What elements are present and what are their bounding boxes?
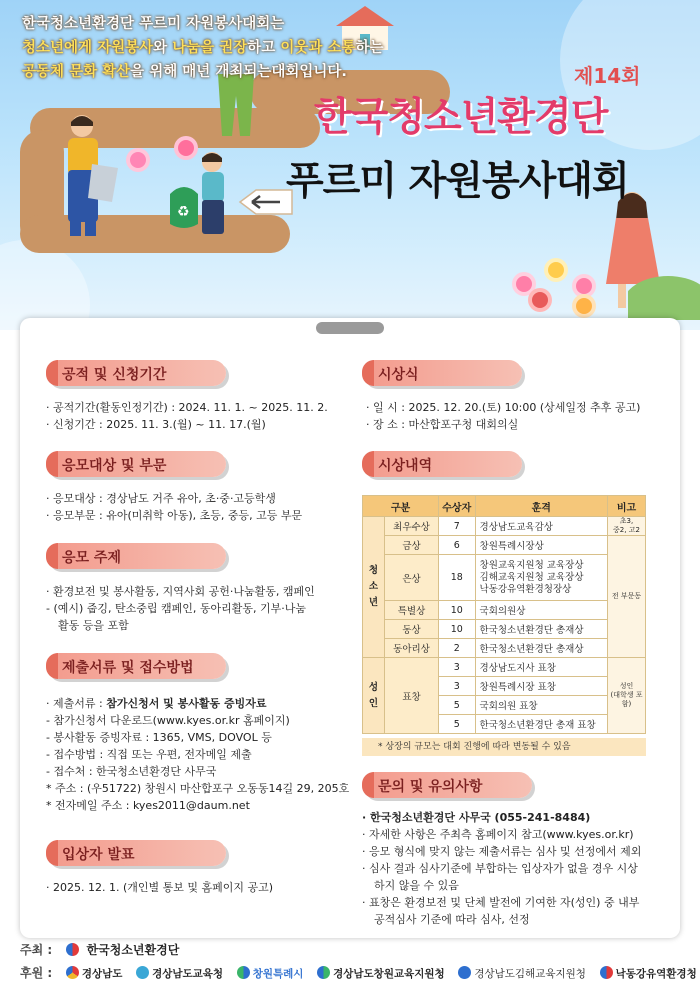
column-header: 비고 [608,496,646,517]
section-heading-text: 시상식 [378,367,419,383]
documents-line: * 주소 : (우51722) 창원시 마산합포구 오동동14길 29, 205호 [46,782,350,795]
contact-text [362,809,641,928]
contact-line: · 표창은 환경보전 및 단체 발전에 기여한 자(성인) 중 내부 [362,896,640,909]
intro-text-segment: 하는 [355,40,384,56]
period-line: · 신청기간 : 2025. 11. 3.(월) ~ 11. 17.(월) [46,418,266,431]
table-row [363,639,646,658]
section-heading-text: 응모대상 및 부문 [62,458,167,474]
intro-highlight: 자원봉사 [97,40,154,56]
host-line [20,941,179,958]
theme-line: · 환경보전 및 봉사활동, 지역사회 공헌·나눔활동, 캠페인 [46,585,315,598]
table-header-row [363,496,646,517]
contact-line: · 응모 형식에 맞지 않는 제출서류는 심사 및 선정에서 제외 [362,845,642,858]
sponsor-name: 창원특례시 [252,968,304,980]
table-row [363,517,646,536]
intro-line-3 [22,60,462,84]
award-cell: 동아리상 [385,639,439,658]
honor-cell: 국회의원 표창 [475,696,607,715]
sponsor-name: 경상남도교육청 [152,968,224,980]
flower-icon [576,298,592,314]
intro-line-1: 한국청소년환경단 푸르미 자원봉사대회는 [22,16,285,32]
honor-cell: 국회의원상 [475,601,607,620]
count-cell: 6 [439,536,476,555]
section-heading-text: 문의 및 유의사항 [378,779,483,795]
table-row [363,555,646,601]
sky-bubble [0,240,90,330]
count-cell: 18 [439,555,476,601]
main-title: 한국청소년환경단 [314,95,608,140]
honor-cell: 경상남도교육감상 [475,517,607,536]
category-cell: 성 인 [363,658,385,734]
period-line: · 공적기간(활동인정기간) : 2024. 11. 1. ~ 2025. 11. 2. [46,401,328,414]
sponsor-logo-icon [136,966,149,979]
honor-cell: 창원특례시장상 [475,536,607,555]
theme-line: - (예시) 줍깅, 탄소중립 캠페인, 동아리활동, 기부·나눔 [46,602,307,615]
edition-label: 제14회 [574,64,641,88]
honor-cell: 한국청소년환경단 총재상 [475,639,607,658]
intro-highlight: 청소년에게 [22,40,98,56]
count-cell: 3 [439,677,476,696]
note-cell: 전 부문동 [608,536,646,658]
honor-cell: 창원특례시장 표창 [475,677,607,696]
category-cell: 청 소 년 [363,517,385,658]
intro-text-segment: 을 위해 매년 개최되는대회입니다. [130,64,347,80]
sponsor-gyeongnam [66,968,123,980]
sponsor-name: 경상남도창원교육지원청 [333,968,445,980]
awards-table [362,495,646,734]
documents-line: - 접수처 : 한국청소년환경단 사무국 [46,765,217,778]
intro-text-segment: 와 [153,40,173,56]
contact-line: 공적심사 기준에 따라 심사, 선정 [374,913,530,926]
column-header: 훈격 [475,496,607,517]
host-name: 한국청소년환경단 [86,943,180,957]
award-cell: 최우수상 [385,517,439,536]
documents-line [46,695,349,712]
sponsor-logo-icon [458,966,471,979]
section-heading-text: 시상내역 [378,458,433,474]
recycling-figure-icon [168,150,248,245]
section-heading-text: 입상자 발표 [62,847,135,863]
count-cell: 5 [439,715,476,734]
sponsor-logo-icon [237,966,250,979]
honor-cell: 창원교육지원청 교육장상 김해교육지원청 교육장상 낙동강유역환경청장상 [475,555,607,601]
column-header: 수상자 [439,496,476,517]
svg-text:♻: ♻ [177,204,190,220]
ceremony-text [366,399,640,433]
sponsor-line [20,964,697,981]
sponsor-logo-icon [600,966,613,979]
documents-line: * 전자메일 주소 : kyes2011@daum.net [46,799,250,812]
sponsor-name: 낙동강유역환경청 [615,968,697,980]
section-heading-text: 응모 주제 [62,550,121,566]
award-cell: 은상 [385,555,439,601]
section-heading-contact [362,772,532,798]
announce-text [46,879,273,896]
support-label: 후원 : [20,966,53,980]
flower-icon [532,292,548,308]
flower-icon [178,140,194,156]
sponsor-changwon [237,968,304,980]
target-line: · 응모대상 : 경상남도 거주 유아, 초·중·고등학생 [46,492,276,505]
flower-icon [130,152,146,168]
intro-line-2 [22,36,462,60]
documents-text [46,695,349,814]
ceremony-line: · 장 소 : 마산합포구청 대회의실 [366,418,519,431]
count-cell: 5 [439,696,476,715]
count-cell: 10 [439,620,476,639]
intro-text-segment: 하고 [247,40,281,56]
award-cell: 동상 [385,620,439,639]
flower-icon [548,262,564,278]
contact-office: · 한국청소년환경단 사무국 (055-241-8484) [362,811,591,824]
sponsor-logo-icon [317,966,330,979]
section-heading-text: 제출서류 및 접수방법 [62,660,194,676]
section-heading-text: 공적 및 신청기간 [62,367,167,383]
count-cell: 7 [439,517,476,536]
documents-line: - 봉사활동 증빙자료 : 1365, VMS, DOVOL 등 [46,731,272,744]
sponsor-logo-icon [66,966,79,979]
intro-highlight: 공동체 문화 확산 [22,64,131,80]
poster-header [0,0,700,330]
awards-footnote: * 상장의 규모는 대회 진행에 따라 변동될 수 있음 [362,738,646,756]
section-heading-theme [46,543,226,569]
section-heading-ceremony [362,360,522,386]
volunteer-figure-icon [52,112,122,242]
documents-prefix: · 제출서류 : [46,697,107,710]
note-cell: 초3, 중2, 고2 [608,517,646,536]
host-logo-icon [66,943,79,956]
table-row [363,658,646,677]
section-heading-period [46,360,226,386]
table-row [363,620,646,639]
note-cell: 성인 (대학생 포함) [608,658,646,734]
sponsor-name: 경상남도김해교육지원청 [474,968,586,980]
clip-icon [316,322,384,334]
honor-cell: 한국청소년환경단 총재 표창 [475,715,607,734]
sponsor-education-office [136,968,223,980]
sponsor-changwon-education [317,968,445,980]
honor-cell: 한국청소년환경단 총재상 [475,620,607,639]
contact-line: 하지 않을 수 있음 [374,879,459,892]
section-heading-announce [46,840,226,866]
flower-icon [576,278,592,294]
target-line: · 응모부문 : 유아(미취학 아동), 초등, 중등, 고등 부문 [46,509,303,522]
flower-icon [516,276,532,292]
award-cell: 금상 [385,536,439,555]
section-heading-awards [362,451,522,477]
host-label: 주최 : [20,943,53,957]
column-header: 구분 [363,496,439,517]
sponsor-nakdong [600,968,697,980]
period-text [46,399,328,433]
sponsor-name: 경상남도 [81,968,123,980]
section-heading-documents [46,653,226,679]
green-hill-icon [628,250,700,320]
count-cell: 3 [439,658,476,677]
contact-line: · 자세한 사항은 주최측 홈페이지 참고(www.kyes.or.kr) [362,828,634,841]
award-cell: 특별상 [385,601,439,620]
count-cell: 2 [439,639,476,658]
intro-highlight: 나눔을 권장 [172,40,248,56]
table-row [363,536,646,555]
theme-text [46,583,315,634]
intro-highlight: 이웃과 소통 [280,40,356,56]
intro-text [22,12,462,84]
table-row [363,601,646,620]
count-cell: 10 [439,601,476,620]
section-heading-target [46,451,226,477]
ceremony-line: · 일 시 : 2025. 12. 20.(토) 10:00 (상세일정 추후 공고) [366,401,641,414]
contact-line: · 심사 결과 심사기준에 부합하는 입상자가 없을 경우 시상 [362,862,638,875]
documents-line: - 참가신청서 다운로드(www.kyes.or.kr 홈페이지) [46,714,290,727]
honor-cell: 경상남도지사 표창 [475,658,607,677]
documents-line: - 접수방법 : 직접 또는 우편, 전자메일 제출 [46,748,252,761]
sponsor-gimhae-education [458,968,586,980]
theme-line: 활동 등을 포함 [58,619,129,632]
target-text [46,490,302,524]
announce-line: · 2025. 12. 1. (개인별 통보 및 홈페이지 공고) [46,881,274,894]
award-cell: 표창 [385,658,439,734]
documents-bold: 참가신청서 및 봉사활동 증빙자료 [106,697,267,710]
sub-title: 푸르미 자원봉사대회 [286,159,629,204]
